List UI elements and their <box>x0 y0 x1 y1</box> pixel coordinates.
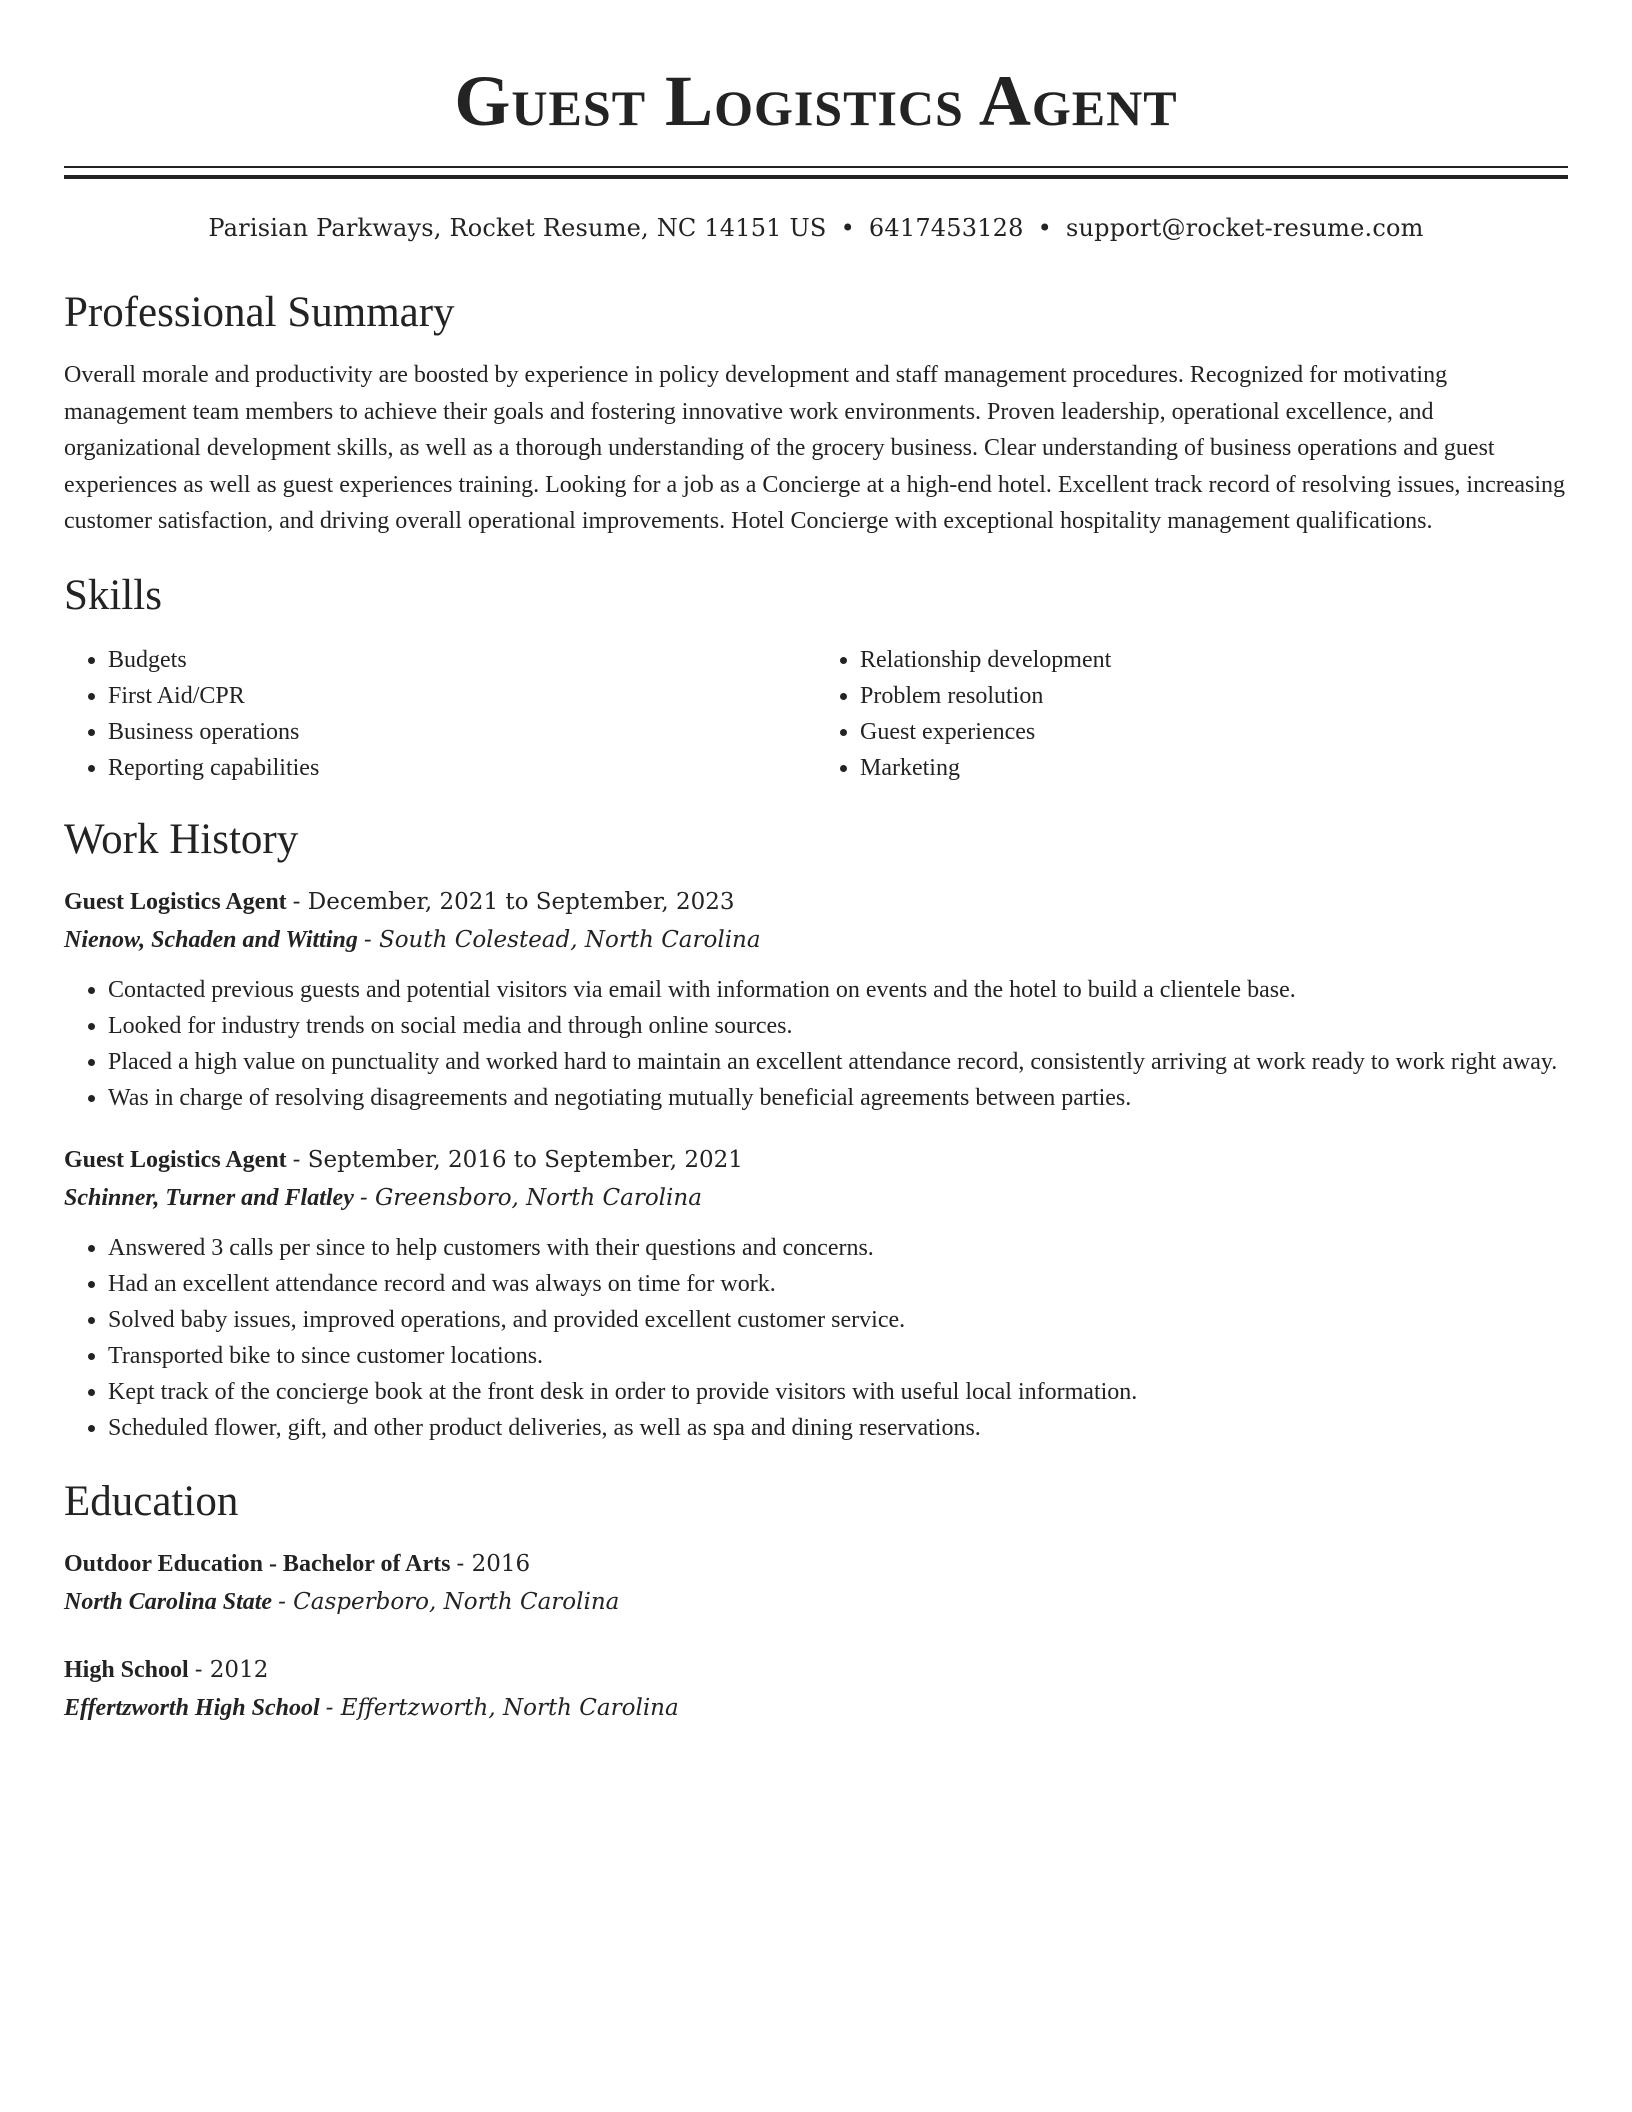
job-duties <box>64 1230 1568 1446</box>
education-degree: Outdoor Education - Bachelor of Arts <box>64 1550 451 1577</box>
job-company: Nienow, Schaden and Witting <box>64 926 358 953</box>
contact-separator: • <box>1037 214 1052 242</box>
job-entry <box>64 1142 1568 1446</box>
skill-item: • First Aid/CPR <box>108 678 816 714</box>
job-entry <box>64 884 1568 1116</box>
section-heading-summary: Professional Summary <box>64 289 455 336</box>
job-dates: September, 2016 to September, 2021 <box>307 1146 743 1173</box>
job-duty: • Answered 3 calls per since to help customers with their questions and concerns. <box>108 1230 1568 1266</box>
header-rule-thick <box>64 175 1568 179</box>
header-rule-thin <box>64 166 1568 168</box>
education-entry <box>64 1652 1568 1728</box>
job-duty: • Kept track of the concierge book at the front desk in order to provide visitors with useful local information. <box>108 1374 1568 1410</box>
job-location: Greensboro, North Carolina <box>374 1184 702 1211</box>
candidate-name: Guest Logistics Agent <box>454 61 1178 141</box>
education-school-line: Effertzworth High School - Effertzworth, North Carolina <box>64 1694 679 1721</box>
contact-phone: 6417453128 <box>868 214 1024 242</box>
contact-email: support@rocket-resume.com <box>1065 214 1424 242</box>
contact-address: Parisian Parkways, Rocket Resume, NC 14151 US <box>208 214 827 242</box>
job-header: Guest Logistics Agent - September, 2016 to September, 2021 <box>64 1146 743 1173</box>
contact-line <box>64 213 1568 243</box>
job-header: Guest Logistics Agent - December, 2021 to September, 2023 <box>64 888 735 915</box>
skill-item: • Guest experiences <box>860 714 1568 750</box>
job-duty: • Contacted previous guests and potential visitors via email with information on events and the hotel to build a clientele base. <box>108 972 1568 1008</box>
education-school-line: North Carolina State - Casperboro, North Carolina <box>64 1588 620 1615</box>
education-header: Outdoor Education - Bachelor of Arts - 2016 <box>64 1550 531 1577</box>
resume-page <box>64 0 1568 1728</box>
skills-grid <box>64 642 1568 786</box>
skill-item: • Reporting capabilities <box>108 750 816 786</box>
job-duty: • Scheduled flower, gift, and other product deliveries, as well as spa and dining reservations. <box>108 1410 1568 1446</box>
education-school: North Carolina State <box>64 1588 273 1615</box>
education-entry <box>64 1546 1568 1622</box>
job-duty: • Looked for industry trends on social media and through online sources. <box>108 1008 1568 1044</box>
education-degree: High School <box>64 1656 189 1683</box>
job-employer-line: Schinner, Turner and Flatley - Greensboro, North Carolina <box>64 1184 702 1211</box>
job-duty: • Placed a high value on punctuality and worked hard to maintain an excellent attendance record, consistently arriving at work ready to work right away. <box>108 1044 1568 1080</box>
skill-item: • Budgets <box>108 642 816 678</box>
education-location: Casperboro, North Carolina <box>293 1588 620 1615</box>
education-year: 2012 <box>209 1656 269 1683</box>
job-title: Guest Logistics Agent <box>64 1146 287 1173</box>
education-location: Effertzworth, North Carolina <box>340 1694 679 1721</box>
job-duty: • Transported bike to since customer locations. <box>108 1338 1568 1374</box>
job-company: Schinner, Turner and Flatley <box>64 1184 354 1211</box>
job-dates: December, 2021 to September, 2023 <box>307 888 735 915</box>
skill-item: • Business operations <box>108 714 816 750</box>
education-school: Effertzworth High School <box>64 1694 320 1721</box>
job-duty: • Was in charge of resolving disagreements and negotiating mutually beneficial agreements between parties. <box>108 1080 1568 1116</box>
job-location: South Colestead, North Carolina <box>378 926 761 953</box>
skill-item: • Relationship development <box>860 642 1568 678</box>
job-title: Guest Logistics Agent <box>64 888 287 915</box>
job-duty: • Had an excellent attendance record and was always on time for work. <box>108 1266 1568 1302</box>
section-heading-education: Education <box>64 1477 239 1525</box>
education-header: High School - 2012 <box>64 1656 269 1683</box>
education-year: 2016 <box>471 1550 531 1577</box>
skills-column-right <box>816 642 1568 786</box>
contact-separator: • <box>840 214 855 242</box>
section-heading-work-history: Work History <box>64 815 299 863</box>
skill-item: • Problem resolution <box>860 678 1568 714</box>
job-duties <box>64 972 1568 1116</box>
job-employer-line: Nienow, Schaden and Witting - South Colestead, North Carolina <box>64 926 761 953</box>
job-duty: • Solved baby issues, improved operations, and provided excellent customer service. <box>108 1302 1568 1338</box>
skill-item: • Marketing <box>860 750 1568 786</box>
skills-column-left <box>64 642 816 786</box>
summary-text: Overall morale and productivity are boosted by experience in policy development and staff management procedures. Recognized for motivating management team members to achieve their goals and fostering innovative work environments. Proven leadership, operational excellence, and organizational development skills, as well as a thorough understanding of the grocery business. Clear understanding of business operations and guest experiences as well as guest experiences training. Looking for a job as a Concierge at a high-end hotel. Excellent track record of resolving issues, increasing customer satisfaction, and driving overall operational improvements. Hotel Concierge with exceptional hospitality management qualifications. <box>64 362 1566 534</box>
section-heading-skills: Skills <box>64 571 162 619</box>
